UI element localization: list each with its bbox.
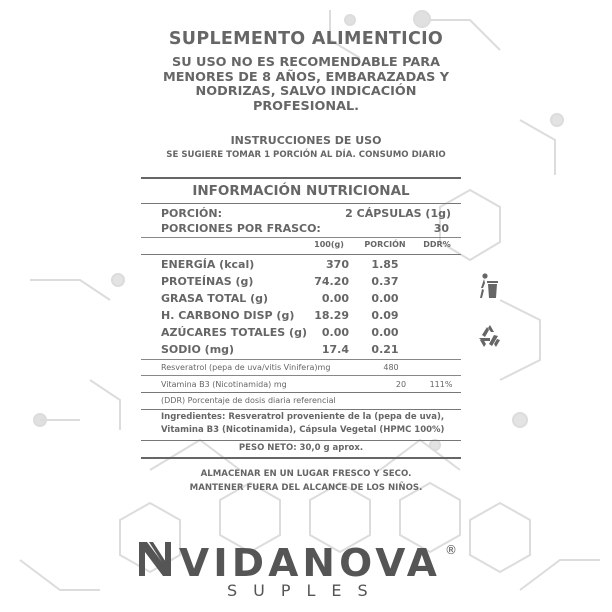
nutrient-portion: 0.00 xyxy=(371,292,399,305)
nutrient-per100: 17.4 xyxy=(321,343,349,356)
divider xyxy=(141,237,461,238)
extra-label: Vitamina B3 (Nicotinamida) mg xyxy=(161,380,287,389)
nutrient-portion: 1.85 xyxy=(371,258,399,271)
divider xyxy=(141,203,461,204)
column-header-portion: PORCIÓN xyxy=(364,240,406,249)
divider xyxy=(141,440,461,441)
warning-text xyxy=(120,56,492,114)
ingredients-line: Vitamina B3 (Nicotinamida), Cápsula Vegetal (HPMC 100%) xyxy=(161,425,445,435)
extra-portion: 20 xyxy=(395,380,407,389)
warning-line: PROFESIONAL. xyxy=(252,98,360,114)
instructions-title: INSTRUCCIONES DE USO xyxy=(230,134,382,147)
net-weight: PESO NETO: 30,0 g aprox. xyxy=(238,443,364,453)
nutrient-label: PROTEÍNAS (g) xyxy=(161,275,254,288)
nutrient-per100: 74.20 xyxy=(314,275,349,288)
divider xyxy=(141,254,461,255)
instructions-text: SE SUGIERE TOMAR 1 PORCIÓN AL DÍA. CONSUMO DIARIO xyxy=(166,150,446,160)
nutrient-portion: 0.21 xyxy=(371,343,399,356)
warning-line: SU USO NO ES RECOMENDABLE PARA xyxy=(171,55,440,70)
nutrient-label: AZÚCARES TOTALES (g) xyxy=(161,326,307,339)
storage-line: ALMACENAR EN UN LUGAR FRESCO Y SECO. xyxy=(200,469,412,479)
nutrient-portion: 0.09 xyxy=(371,309,399,322)
storage-instructions xyxy=(0,468,612,495)
nutrient-per100: 18.29 xyxy=(314,309,349,322)
nutrient-per100: 370 xyxy=(326,258,349,271)
column-header-100g: 100(g) xyxy=(314,240,344,249)
portion-label: PORCIÓN: xyxy=(161,207,223,220)
product-title: SUPLEMENTO ALIMENTICIO xyxy=(168,29,444,49)
brand-sub: SUPLES xyxy=(227,581,384,600)
nutrient-per100: 0.00 xyxy=(321,326,349,339)
warning-line: NODRIZAS, SALVO INDICACIÓN xyxy=(195,84,417,99)
ingredients-line: Ingredientes: Resveratrol proveniente de la (pepa de uva), xyxy=(161,412,445,422)
logo-mark xyxy=(139,542,171,576)
per-bottle-label: PORCIONES POR FRASCO: xyxy=(161,222,321,235)
nutrient-label: H. CARBONO DISP (g) xyxy=(161,309,295,322)
warning-line: MENORES DE 8 AÑOS, EMBARAZADAS Y xyxy=(162,69,450,85)
vidanova-logo xyxy=(135,530,475,605)
divider xyxy=(141,359,461,360)
portion-value: 2 CÁPSULAS (1g) xyxy=(345,207,451,220)
nutrient-per100: 0.00 xyxy=(321,292,349,305)
extra-portion: 480 xyxy=(383,363,399,372)
divider xyxy=(141,409,461,410)
nutrient-portion: 0.00 xyxy=(371,326,399,339)
nutrient-portion: 0.37 xyxy=(371,275,399,288)
per-bottle-value: 30 xyxy=(433,222,449,235)
nutrient-label: GRASA TOTAL (g) xyxy=(161,292,269,305)
ddr-note: (DDR) Porcentaje de dosis diaria referencial xyxy=(161,396,336,405)
extra-label: Resveratrol (pepa de uva/vitis Vinifera)mg xyxy=(161,363,331,372)
trash-bin-icon xyxy=(478,272,500,300)
extra-ddr: 111% xyxy=(429,380,453,389)
divider xyxy=(141,392,461,393)
divider xyxy=(141,457,461,459)
registered-mark: ® xyxy=(445,543,457,557)
brand-name: VIDANOVA xyxy=(179,541,441,585)
nutrient-label: SODIO (mg) xyxy=(161,343,235,356)
nutrition-title: INFORMACIÓN NUTRICIONAL xyxy=(192,183,410,199)
nutrient-label: ENERGÍA (kcal) xyxy=(161,258,255,271)
recycle-icon xyxy=(476,322,504,350)
storage-line: MANTENER FUERA DEL ALCANCE DE LOS NIÑOS. xyxy=(189,482,423,493)
divider xyxy=(141,375,461,376)
divider xyxy=(141,177,461,179)
column-header-ddr: DDR% xyxy=(423,240,451,249)
